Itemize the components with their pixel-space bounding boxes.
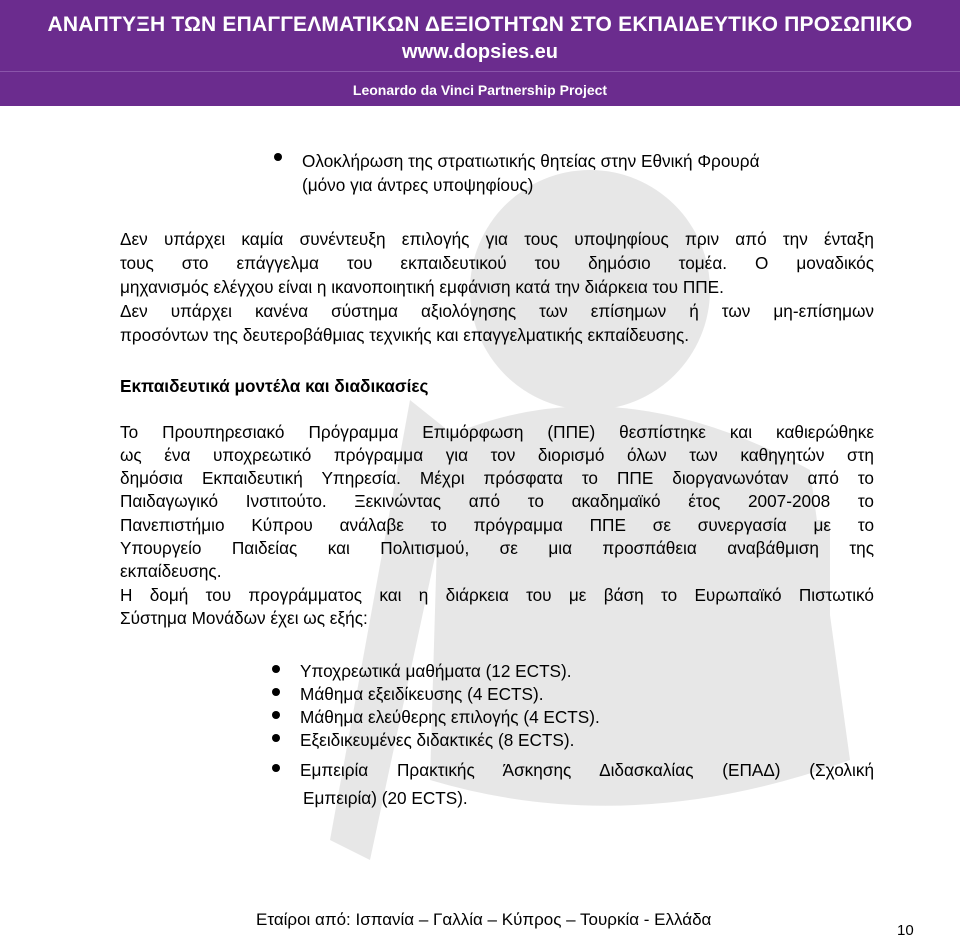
paragraph-line: Δεν υπάρχει κανένα σύστημα αξιολόγησης των επίσημων ή των μη-επίσημων	[120, 301, 874, 321]
bullet-dot	[274, 153, 282, 161]
page-number: 10	[897, 922, 914, 939]
paragraph-line: Το Προυπηρεσιακό Πρόγραμμα Επιμόρφωση (ΠΠΕ) θεσπίστηκε και καθιερώθηκε	[120, 422, 874, 442]
paragraph-line: τους στο επάγγελμα του εκπαιδευτικού του δημόσιο τομέα. Ο μοναδικός	[120, 253, 874, 273]
header-title: ΑΝΑΠΤΥΞΗ ΤΩΝ ΕΠΑΓΓΕΛΜΑΤΙΚΩΝ ΔΕΞΙΟΤΗΤΩΝ ΣΤΟ ΕΚΠΑΙΔΕΥΤΙΚΟ ΠΡΟΣΩΠΙΚΟ	[47, 13, 913, 36]
paragraph-line: προσόντων της δευτεροβάθμιας τεχνικής και επαγγελματικής εκπαίδευσης.	[120, 325, 690, 345]
paragraph-line: Παιδαγωγικό Ινστιτούτο. Ξεκινώντας από το ακαδημαϊκό έτος 2007-2008 το	[120, 491, 874, 511]
list-item: Μάθημα εξειδίκευσης (4 ECTS).	[300, 684, 544, 704]
paragraph-line: δημόσια Εκπαιδευτική Υπηρεσία. Μέχρι πρόσφατα το ΠΠΕ διοργανωνόταν από το	[120, 468, 874, 488]
paragraph-line: Σύστημα Μονάδων έχει ως εξής:	[120, 608, 368, 628]
bullet-text: Ολοκλήρωση της στρατιωτικής θητείας στην Εθνική Φρουρά	[302, 151, 760, 171]
list-item: Εξειδικευμένες διδακτικές (8 ECTS).	[300, 730, 575, 750]
paragraph-line: Πανεπιστήμιο Κύπρου ανάλαβε το πρόγραμμα ΠΠΕ σε συνεργασία με το	[120, 515, 874, 535]
bullet-dot	[272, 764, 280, 772]
header-project: Leonardo da Vinci Partnership Project	[352, 82, 608, 98]
paragraph-line: Η δομή του προγράμματος και η διάρκεια του με βάση το Ευρωπαϊκό Πιστωτικό	[120, 585, 874, 605]
bullet-dot	[272, 711, 280, 719]
list-item: Υποχρεωτικά μαθήματα (12 ECTS).	[300, 661, 572, 681]
list-item: Μάθημα ελεύθερης επιλογής (4 ECTS).	[300, 707, 600, 727]
bullet-dot	[272, 665, 280, 673]
bullet-text-continued: (μόνο για άντρες υποψηφίους)	[302, 175, 534, 195]
page-header	[0, 0, 960, 106]
header-divider	[0, 71, 960, 72]
header-url[interactable]: www.dopsies.eu	[402, 41, 558, 63]
list-item: Εμπειρία Πρακτικής Άσκησης Διδασκαλίας (ΕΠΑΔ) (Σχολική	[300, 760, 874, 780]
footer-partners: Εταίροι από: Ισπανία – Γαλλία – Κύπρος – Τουρκία - Ελλάδα	[256, 910, 712, 929]
paragraph-line: Δεν υπάρχει καμία συνέντευξη επιλογής για τους υποψηφίους πριν από την ένταξη	[120, 229, 874, 249]
bullet-dot	[272, 688, 280, 696]
bullet-dot	[272, 734, 280, 742]
list-item-continued: Εμπειρία) (20 ECTS).	[303, 788, 468, 808]
paragraph-line: Υπουργείο Παιδείας και Πολιτισμού, σε μια προσπάθεια αναβάθμιση της	[120, 538, 874, 558]
section-heading: Εκπαιδευτικά μοντέλα και διαδικασίες	[120, 376, 429, 396]
paragraph-line: ως ένα υποχρεωτικό πρόγραμμα για τον διορισμό όλων των καθηγητών στη	[120, 445, 874, 465]
paragraph-line: μηχανισμός ελέγχου είναι η ικανοποιητική εμφάνιση κατά την διάρκεια του ΠΠΕ.	[120, 277, 724, 297]
paragraph-line: εκπαίδευσης.	[120, 561, 222, 581]
